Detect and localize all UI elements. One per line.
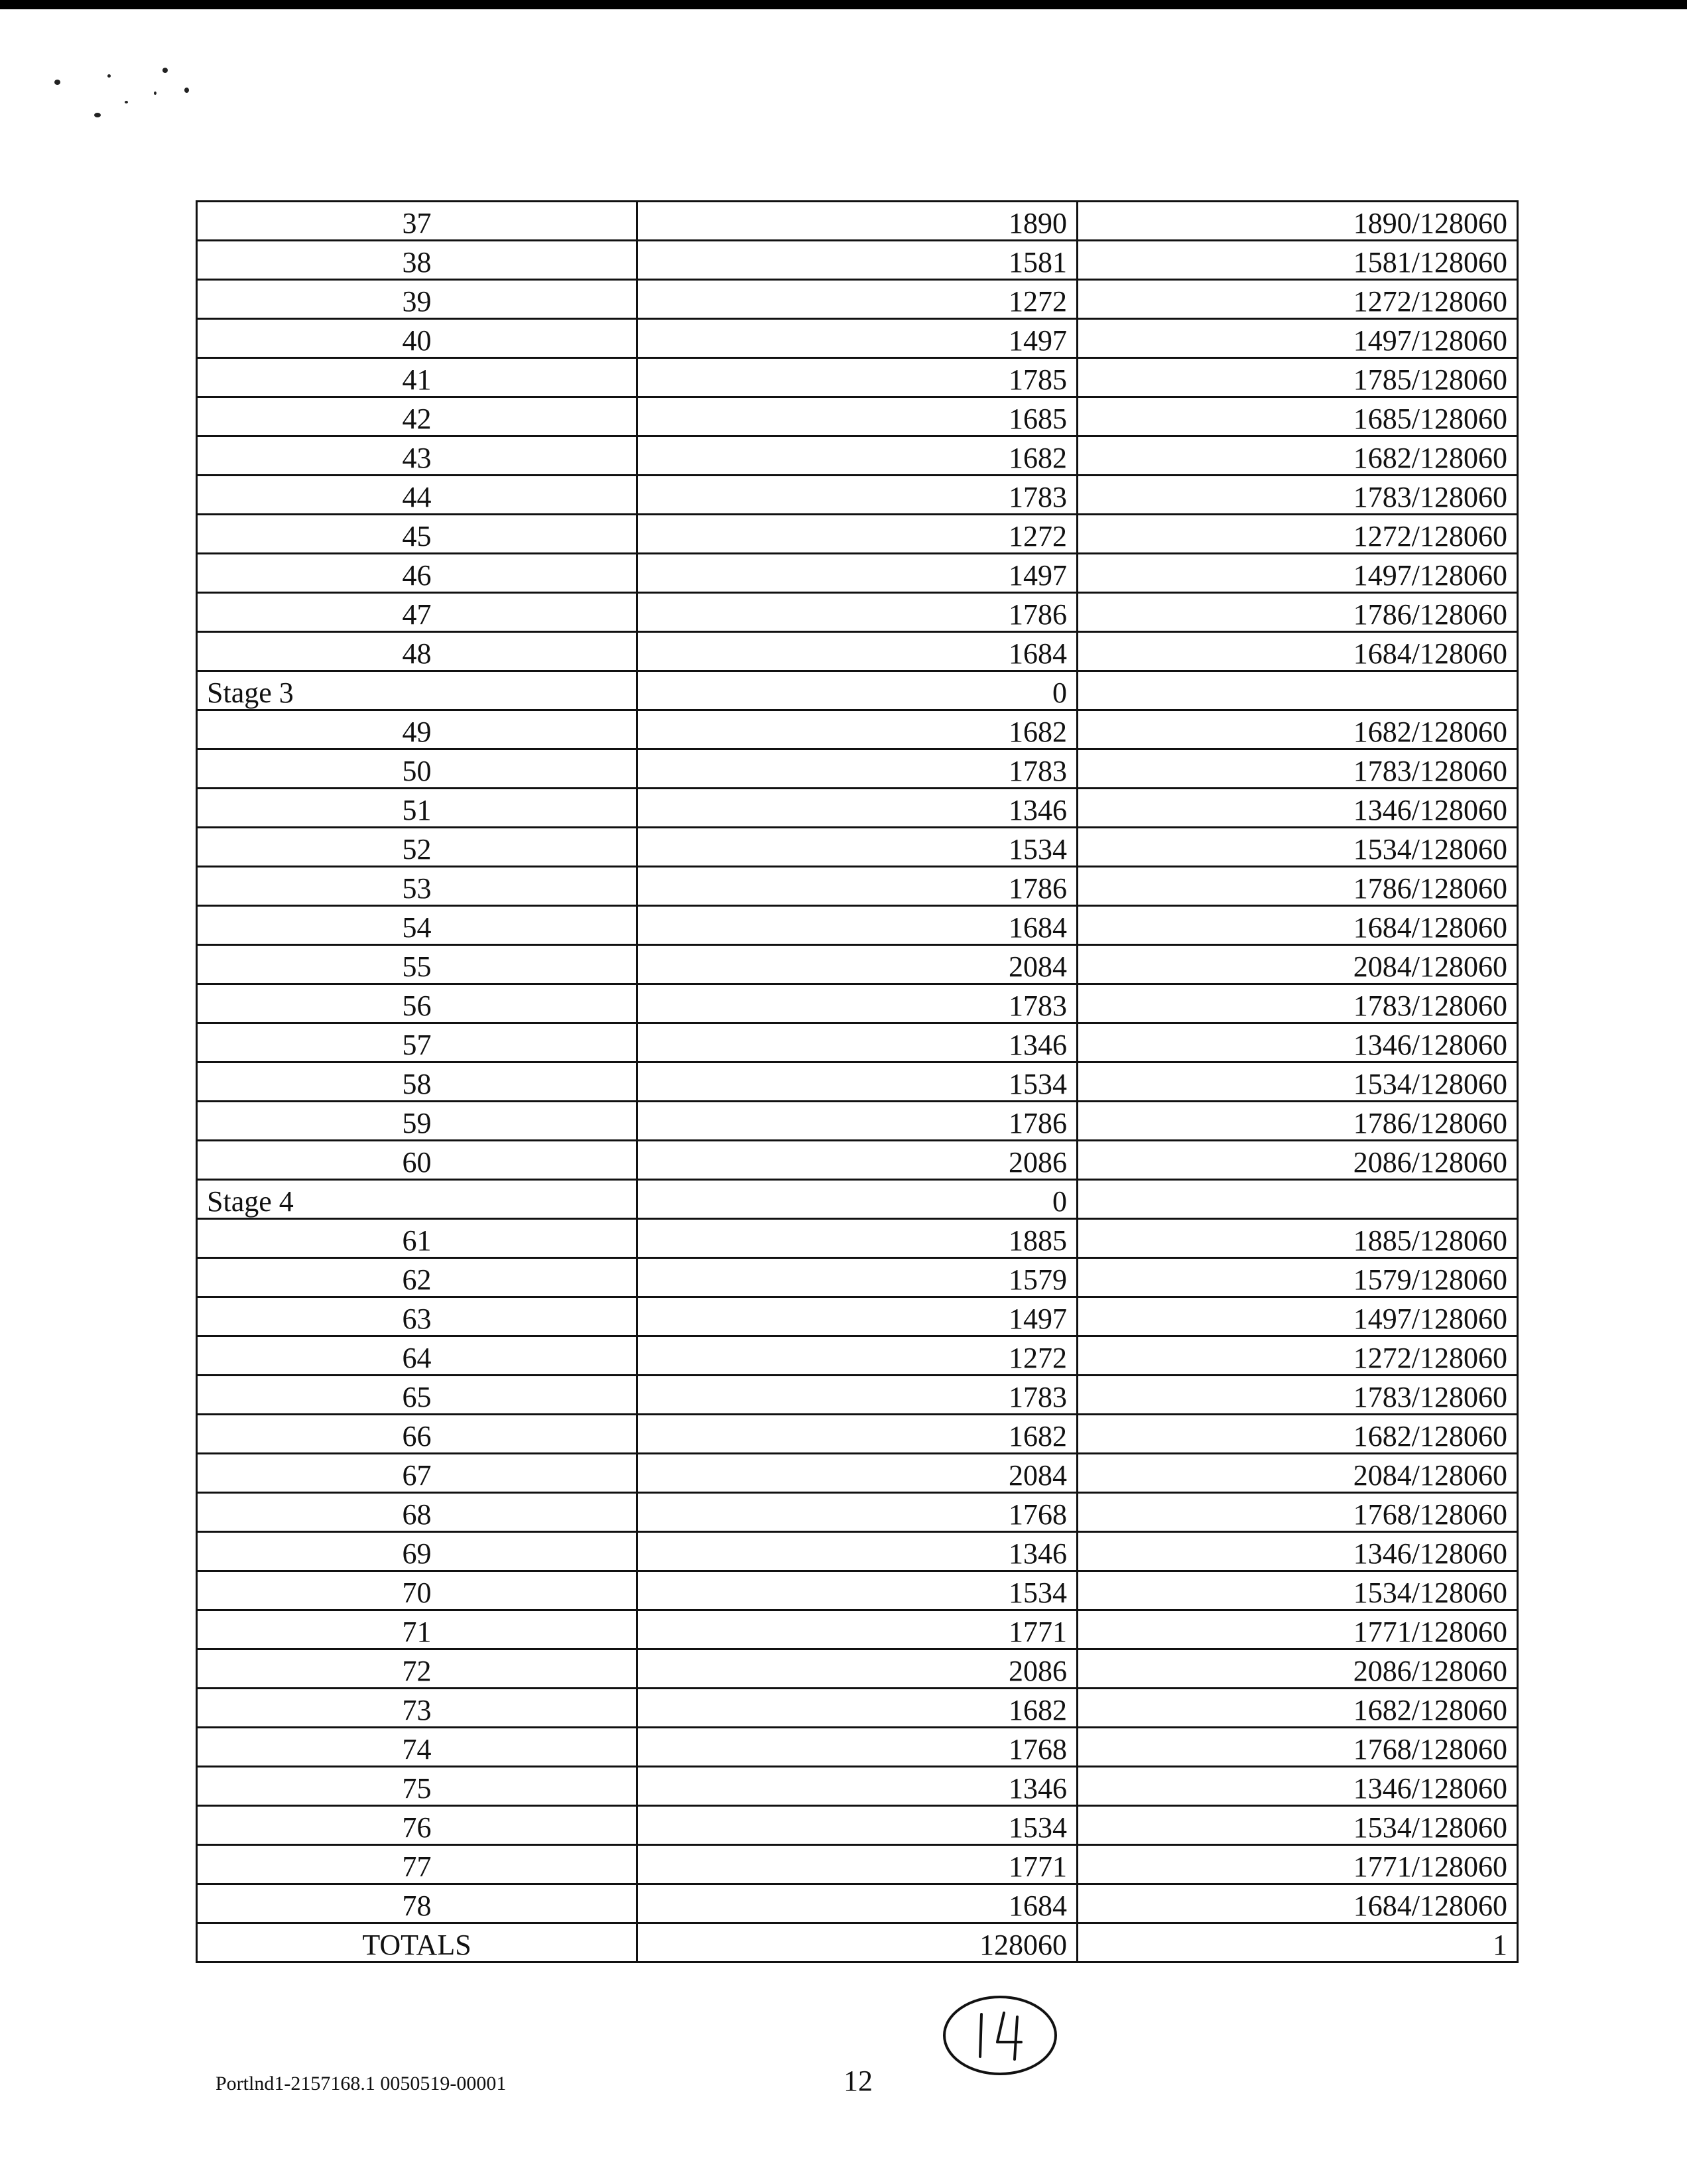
row-label: 71 — [197, 1610, 637, 1649]
count-cell: 1346 — [637, 1532, 1078, 1571]
count-cell: 1346 — [637, 789, 1078, 828]
count-cell: 128060 — [637, 1923, 1078, 1962]
scan-speck — [184, 88, 189, 93]
table-row — [197, 1806, 1518, 1845]
row-label: 60 — [197, 1141, 637, 1180]
count-cell: 2086 — [637, 1141, 1078, 1180]
count-cell: 1346 — [637, 1023, 1078, 1062]
table-row — [197, 202, 1518, 241]
fraction-cell: 1783/128060 — [1078, 749, 1518, 789]
row-label: 46 — [197, 554, 637, 593]
fraction-cell: 1786/128060 — [1078, 593, 1518, 632]
fraction-cell: 1771/128060 — [1078, 1610, 1518, 1649]
fraction-cell: 1786/128060 — [1078, 867, 1518, 906]
scan-speck — [54, 80, 60, 85]
count-cell: 1786 — [637, 867, 1078, 906]
table-row — [197, 280, 1518, 319]
row-label: 54 — [197, 906, 637, 945]
row-label: 70 — [197, 1571, 637, 1610]
row-label: 74 — [197, 1728, 637, 1767]
row-label: 39 — [197, 280, 637, 319]
count-cell: 0 — [637, 1180, 1078, 1219]
count-cell: 1581 — [637, 241, 1078, 280]
table-row — [197, 436, 1518, 476]
fraction-cell: 1682/128060 — [1078, 1689, 1518, 1728]
row-label: 41 — [197, 358, 637, 397]
count-cell: 1771 — [637, 1845, 1078, 1884]
row-label: 58 — [197, 1062, 637, 1102]
count-cell: 0 — [637, 671, 1078, 710]
table-row — [197, 1023, 1518, 1062]
count-cell: 1272 — [637, 280, 1078, 319]
count-cell: 1785 — [637, 358, 1078, 397]
row-label: 45 — [197, 515, 637, 554]
fraction-cell: 1885/128060 — [1078, 1219, 1518, 1258]
table-row — [197, 1062, 1518, 1102]
table-row — [197, 476, 1518, 515]
count-cell: 1684 — [637, 906, 1078, 945]
row-label: 38 — [197, 241, 637, 280]
fraction-cell: 1272/128060 — [1078, 515, 1518, 554]
count-cell: 1272 — [637, 1336, 1078, 1376]
count-cell: 1783 — [637, 1376, 1078, 1415]
fraction-cell: 1684/128060 — [1078, 906, 1518, 945]
row-label: 51 — [197, 789, 637, 828]
count-cell: 1786 — [637, 1102, 1078, 1141]
scan-speck — [154, 92, 156, 95]
row-label: 76 — [197, 1806, 637, 1845]
row-label: 72 — [197, 1649, 637, 1689]
row-label: 50 — [197, 749, 637, 789]
table-row — [197, 828, 1518, 867]
row-label: 42 — [197, 397, 637, 436]
count-cell: 1497 — [637, 554, 1078, 593]
row-label: 63 — [197, 1297, 637, 1336]
table-row — [197, 984, 1518, 1023]
fraction-cell: 1346/128060 — [1078, 789, 1518, 828]
table-row — [197, 789, 1518, 828]
fraction-cell: 1786/128060 — [1078, 1102, 1518, 1141]
table-row — [197, 1415, 1518, 1454]
table-row — [197, 710, 1518, 749]
fraction-cell: 2086/128060 — [1078, 1141, 1518, 1180]
table-row — [197, 1767, 1518, 1806]
count-cell: 1682 — [637, 1415, 1078, 1454]
count-cell: 1890 — [637, 202, 1078, 241]
table-row — [197, 1649, 1518, 1689]
fraction-cell: 1682/128060 — [1078, 1415, 1518, 1454]
count-cell: 1682 — [637, 436, 1078, 476]
count-cell: 1682 — [637, 710, 1078, 749]
fraction-cell: 1346/128060 — [1078, 1767, 1518, 1806]
fraction-cell: 1785/128060 — [1078, 358, 1518, 397]
stage-row — [197, 671, 1518, 710]
row-label: 40 — [197, 319, 637, 358]
fraction-cell: 1534/128060 — [1078, 1806, 1518, 1845]
row-label: 78 — [197, 1884, 637, 1923]
fraction-cell: 1534/128060 — [1078, 1571, 1518, 1610]
count-cell: 1783 — [637, 476, 1078, 515]
row-label: 47 — [197, 593, 637, 632]
count-cell: 1783 — [637, 984, 1078, 1023]
row-label: 56 — [197, 984, 637, 1023]
fraction-cell: 1783/128060 — [1078, 1376, 1518, 1415]
fraction-cell: 1685/128060 — [1078, 397, 1518, 436]
fraction-cell: 1497/128060 — [1078, 319, 1518, 358]
table-row — [197, 1297, 1518, 1336]
table-row — [197, 1336, 1518, 1376]
fraction-cell: 1890/128060 — [1078, 202, 1518, 241]
fraction-cell: 1768/128060 — [1078, 1493, 1518, 1532]
count-cell: 1885 — [637, 1219, 1078, 1258]
row-label: 64 — [197, 1336, 637, 1376]
stage-label: Stage 4 — [197, 1180, 637, 1219]
count-cell: 1684 — [637, 632, 1078, 671]
count-cell: 1346 — [637, 1767, 1078, 1806]
table-row — [197, 1845, 1518, 1884]
row-label: 43 — [197, 436, 637, 476]
table-row — [197, 1571, 1518, 1610]
fraction-cell: 1684/128060 — [1078, 1884, 1518, 1923]
fraction-cell: 1684/128060 — [1078, 632, 1518, 671]
fraction-cell: 1534/128060 — [1078, 1062, 1518, 1102]
table-row — [197, 749, 1518, 789]
stage-label: Stage 3 — [197, 671, 637, 710]
row-label: 55 — [197, 945, 637, 984]
table-row — [197, 319, 1518, 358]
document-id: Portlnd1-2157168.1 0050519-00001 — [216, 2073, 507, 2094]
fraction-cell: 1497/128060 — [1078, 554, 1518, 593]
row-label: 68 — [197, 1493, 637, 1532]
fraction-cell: 2086/128060 — [1078, 1649, 1518, 1689]
count-cell: 1534 — [637, 828, 1078, 867]
row-label: 52 — [197, 828, 637, 867]
table-row — [197, 906, 1518, 945]
row-label: 59 — [197, 1102, 637, 1141]
table-row — [197, 1532, 1518, 1571]
table-row — [197, 1102, 1518, 1141]
table-row — [197, 593, 1518, 632]
count-cell: 1684 — [637, 1884, 1078, 1923]
table-row — [197, 1689, 1518, 1728]
count-cell: 2086 — [637, 1649, 1078, 1689]
handwritten-page-stamp — [940, 1993, 1060, 2078]
count-cell: 1768 — [637, 1728, 1078, 1767]
row-label: 49 — [197, 710, 637, 749]
table-row — [197, 1258, 1518, 1297]
data-table — [196, 200, 1519, 1963]
table-row — [197, 945, 1518, 984]
scan-speck — [107, 74, 111, 78]
count-cell: 1579 — [637, 1258, 1078, 1297]
count-cell: 1682 — [637, 1689, 1078, 1728]
count-cell: 1497 — [637, 1297, 1078, 1336]
fraction-cell: 1497/128060 — [1078, 1297, 1518, 1336]
totals-label: TOTALS — [197, 1923, 637, 1962]
row-label: 73 — [197, 1689, 637, 1728]
count-cell: 1771 — [637, 1610, 1078, 1649]
row-label: 48 — [197, 632, 637, 671]
count-cell: 2084 — [637, 1454, 1078, 1493]
table-row — [197, 867, 1518, 906]
fraction-cell — [1078, 1180, 1518, 1219]
table-row — [197, 358, 1518, 397]
table-body — [197, 202, 1518, 1962]
table-row — [197, 1493, 1518, 1532]
stage-row — [197, 1180, 1518, 1219]
count-cell: 2084 — [637, 945, 1078, 984]
table-row — [197, 1884, 1518, 1923]
row-label: 62 — [197, 1258, 637, 1297]
table-row — [197, 515, 1518, 554]
row-label: 37 — [197, 202, 637, 241]
table-row — [197, 1610, 1518, 1649]
row-label: 53 — [197, 867, 637, 906]
scan-top-edge — [0, 0, 1687, 9]
fraction-cell: 2084/128060 — [1078, 1454, 1518, 1493]
count-cell: 1685 — [637, 397, 1078, 436]
fraction-cell: 1346/128060 — [1078, 1023, 1518, 1062]
table-row — [197, 1376, 1518, 1415]
fraction-cell: 1534/128060 — [1078, 828, 1518, 867]
fraction-cell: 1579/128060 — [1078, 1258, 1518, 1297]
table-row — [197, 397, 1518, 436]
count-cell: 1534 — [637, 1062, 1078, 1102]
table-row — [197, 632, 1518, 671]
fraction-cell: 1346/128060 — [1078, 1532, 1518, 1571]
count-cell: 1534 — [637, 1806, 1078, 1845]
totals-row — [197, 1923, 1518, 1962]
row-label: 66 — [197, 1415, 637, 1454]
table-row — [197, 1454, 1518, 1493]
page-number: 12 — [844, 2065, 873, 2097]
count-cell: 1534 — [637, 1571, 1078, 1610]
fraction-cell — [1078, 671, 1518, 710]
count-cell: 1768 — [637, 1493, 1078, 1532]
row-label: 77 — [197, 1845, 637, 1884]
table-row — [197, 554, 1518, 593]
scan-speck — [162, 68, 168, 73]
fraction-cell: 1272/128060 — [1078, 280, 1518, 319]
row-label: 67 — [197, 1454, 637, 1493]
fraction-cell: 1783/128060 — [1078, 476, 1518, 515]
fraction-cell: 1682/128060 — [1078, 710, 1518, 749]
fraction-cell: 1682/128060 — [1078, 436, 1518, 476]
row-label: 65 — [197, 1376, 637, 1415]
table-row — [197, 241, 1518, 280]
table-row — [197, 1219, 1518, 1258]
scan-speck — [125, 101, 128, 103]
table-row — [197, 1728, 1518, 1767]
fraction-cell: 1783/128060 — [1078, 984, 1518, 1023]
count-cell: 1783 — [637, 749, 1078, 789]
row-label: 61 — [197, 1219, 637, 1258]
count-cell: 1272 — [637, 515, 1078, 554]
fraction-cell: 1272/128060 — [1078, 1336, 1518, 1376]
count-cell: 1497 — [637, 319, 1078, 358]
fraction-cell: 1581/128060 — [1078, 241, 1518, 280]
fraction-cell: 2084/128060 — [1078, 945, 1518, 984]
count-cell: 1786 — [637, 593, 1078, 632]
row-label: 44 — [197, 476, 637, 515]
row-label: 57 — [197, 1023, 637, 1062]
fraction-cell: 1768/128060 — [1078, 1728, 1518, 1767]
fraction-cell: 1 — [1078, 1923, 1518, 1962]
table-row — [197, 1141, 1518, 1180]
scan-speck — [94, 113, 101, 117]
row-label: 75 — [197, 1767, 637, 1806]
fraction-cell: 1771/128060 — [1078, 1845, 1518, 1884]
row-label: 69 — [197, 1532, 637, 1571]
